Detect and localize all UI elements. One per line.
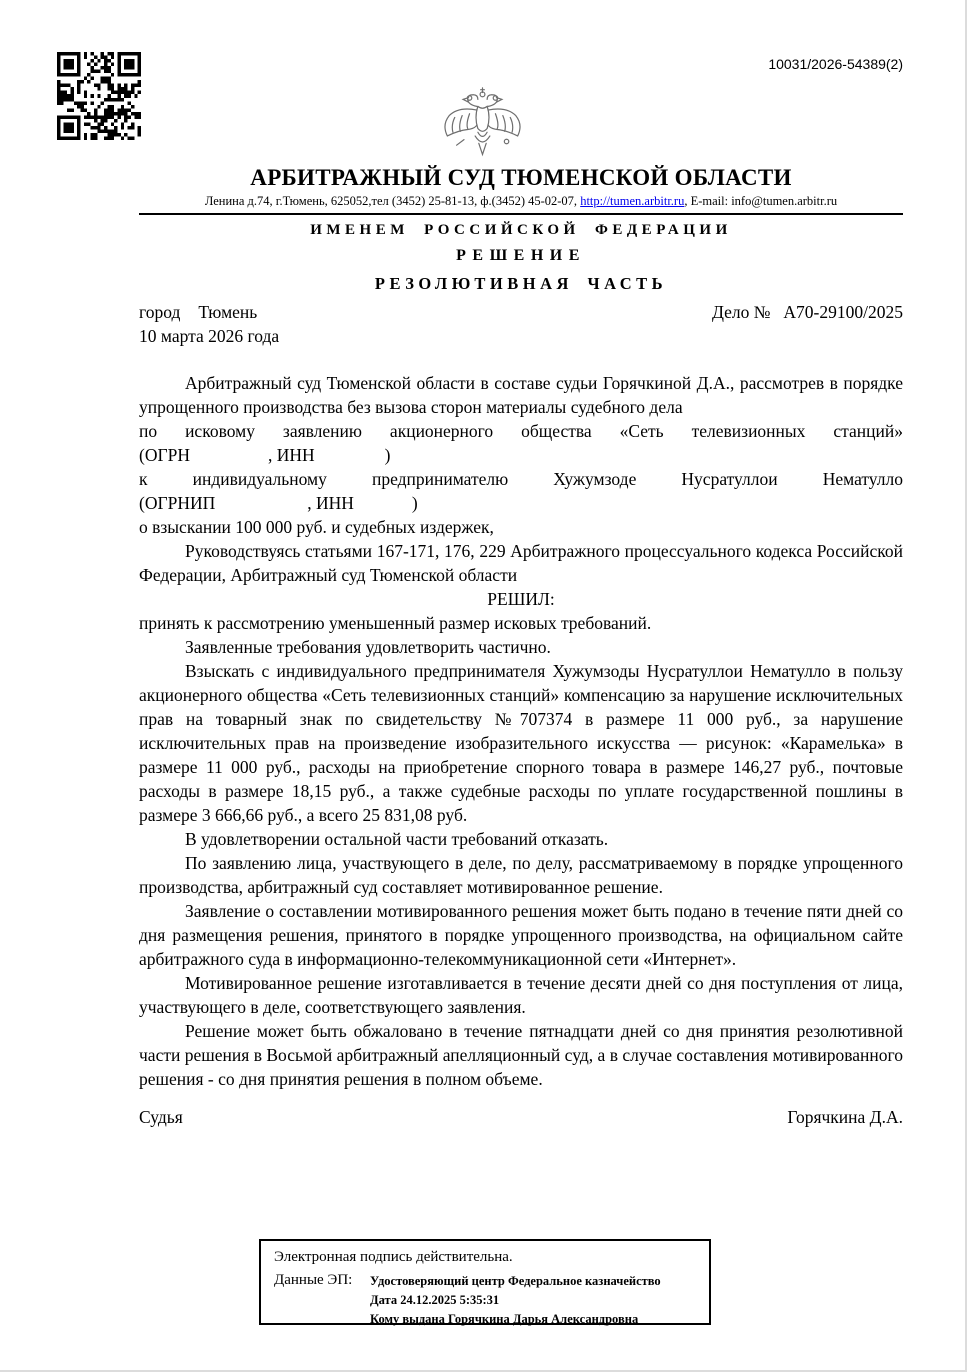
close-paren: ) — [384, 445, 391, 465]
electronic-signature-stamp — [259, 1239, 711, 1325]
decision-date: 10 марта 2026 года — [139, 326, 280, 346]
paragraph-application-period: Заявление о составлении мотивированного решения может быть подано в течение пяти дней со дня размещения решения, принятого в порядке упрощенного производства, на официальном сайте арбитражного суда в информационно-телекоммуникационной сети «Интернет». — [139, 901, 903, 969]
case-info-row — [139, 300, 903, 324]
paragraph-plaintiff: по исковому заявлению акционерного общества «Сеть телевизионных станций» — [139, 421, 903, 441]
paragraph-defendant: к индивидуальному предпринимателю Хужумзоде Нусратуллои Нематулло — [139, 469, 903, 489]
address-text: Ленина д.74, г.Тюмень, 625052,тел (3452) 25-81-13, ф.(3452) 45-02-07, — [204, 194, 581, 208]
case-number-line — [712, 300, 903, 324]
city-label: город — [139, 302, 181, 322]
document-number: 10031/2026-54389(2) — [768, 56, 903, 72]
paragraph-appeal: Решение может быть обжаловано в течение пятнадцати дней со дня принятия резолютивной части решения в Восьмой арбитражный апелляционный суд, а в случае составления мотивированного решения - со дня принятия решения в полном объеме. — [139, 1021, 903, 1089]
ogrn-label: (ОГРН — [139, 445, 190, 465]
heading-decided: РЕШИЛ: — [487, 589, 555, 609]
paragraph-motivated-decision: По заявлению лица, участвующего в деле, по делу, рассматриваемому в порядке упрощенного производства, арбитражный суд составляет мотивированное решение. — [139, 853, 903, 897]
court-name: АРБИТРАЖНЫЙ СУД ТЮМЕНСКОЙ ОБЛАСТИ — [250, 165, 792, 190]
esign-issued-to: Кому выдана Горячкина Дарья Александровна — [370, 1312, 639, 1326]
paragraph-plaintiff-requisites — [139, 443, 903, 467]
esign-date: Дата 24.12.2025 5:35:31 — [370, 1293, 500, 1307]
signature-row — [139, 1105, 903, 1129]
court-address-line — [139, 194, 903, 209]
coat-of-arms-icon — [427, 147, 538, 164]
judge-role-label: Судья — [139, 1107, 183, 1127]
decision-body — [139, 371, 903, 1091]
qr-code-icon — [57, 52, 141, 140]
city-name: Тюмень — [198, 302, 258, 322]
paragraph-partial-satisfaction: Заявленные требования удовлетворить частично. — [185, 637, 551, 657]
paragraph-court-composition: Арбитражный суд Тюменской области в составе судьи Горячкиной Д.А., рассмотрев в порядке упрощенного производства без вызова сторон материалы судебного дела — [139, 373, 903, 417]
paragraph-claim-subject: о взыскании 100 000 руб. и судебных издержек, — [139, 517, 494, 537]
inn-label: , ИНН — [267, 445, 315, 465]
paragraph-award: Взыскать с индивидуального предпринимателя Хужумзоды Нусратуллои Нематулло в пользу акционерного общества «Сеть телевизионных станций» компенсацию за нарушение исключительных прав на товарный знак по свидетельству №707374 в размере 11 000 руб., за нарушение исключительных прав на произведение изобразительного искусства — рисунок: «Карамелька» в размере 11 000 руб., расходы на приобретение спорного товара в размере 146,27 руб., почтовые расходы в размере 18,15 руб., а также судебные расходы по уплате государственной пошлины в размере 3 666,66 руб., а всего 25 831,08 руб. — [139, 661, 903, 825]
inn-label: , ИНН — [307, 493, 354, 513]
esign-valid-text: Электронная подпись действительна. — [274, 1249, 513, 1265]
esign-details — [370, 1272, 661, 1329]
emblem-row — [0, 0, 965, 162]
close-paren: ) — [411, 493, 418, 513]
case-number: А70-29100/2025 — [783, 302, 903, 322]
paragraph-defendant-requisites — [139, 491, 903, 515]
address-email-text: , E-mail: info@tumen.arbitr.ru — [684, 194, 838, 208]
esign-certification-center: Удостоверяющий центр Федеральное казначейство — [370, 1274, 661, 1288]
heading-operative-part: РЕЗОЛЮТИВНАЯ ЧАСТЬ — [374, 274, 668, 293]
paragraph-deny-rest: В удовлетворении остальной части требований отказать. — [185, 829, 609, 849]
heading-in-the-name: ИМЕНЕМ РОССИЙСКОЙ ФЕДЕРАЦИИ — [310, 222, 732, 238]
case-label: Дело № — [711, 302, 771, 322]
judge-name: Горячкина Д.А. — [787, 1107, 903, 1127]
paragraph-guided-by: Руководствуясь статьями 167-171, 176, 229 Арбитражного процессуального кодекса Российской Федерации, Арбитражный суд Тюменской области — [139, 541, 903, 585]
ogrnip-label: (ОГРНИП — [139, 493, 216, 513]
header-divider — [139, 213, 903, 215]
esign-data-label: Данные ЭП: — [274, 1272, 353, 1288]
paragraph-production-period: Мотивированное решение изготавливается в течение десяти дней со дня поступления от лица, участвующего в деле, соответствующего заявления. — [139, 973, 903, 1017]
city-line — [139, 300, 257, 324]
paragraph-accept-reduced-claim: принять к рассмотрению уменьшенный размер исковых требований. — [139, 613, 652, 633]
esign-data-row — [274, 1272, 699, 1329]
heading-decision: РЕШЕНИЕ — [456, 247, 586, 264]
court-website-link[interactable]: http://tumen.arbitr.ru — [580, 194, 685, 208]
